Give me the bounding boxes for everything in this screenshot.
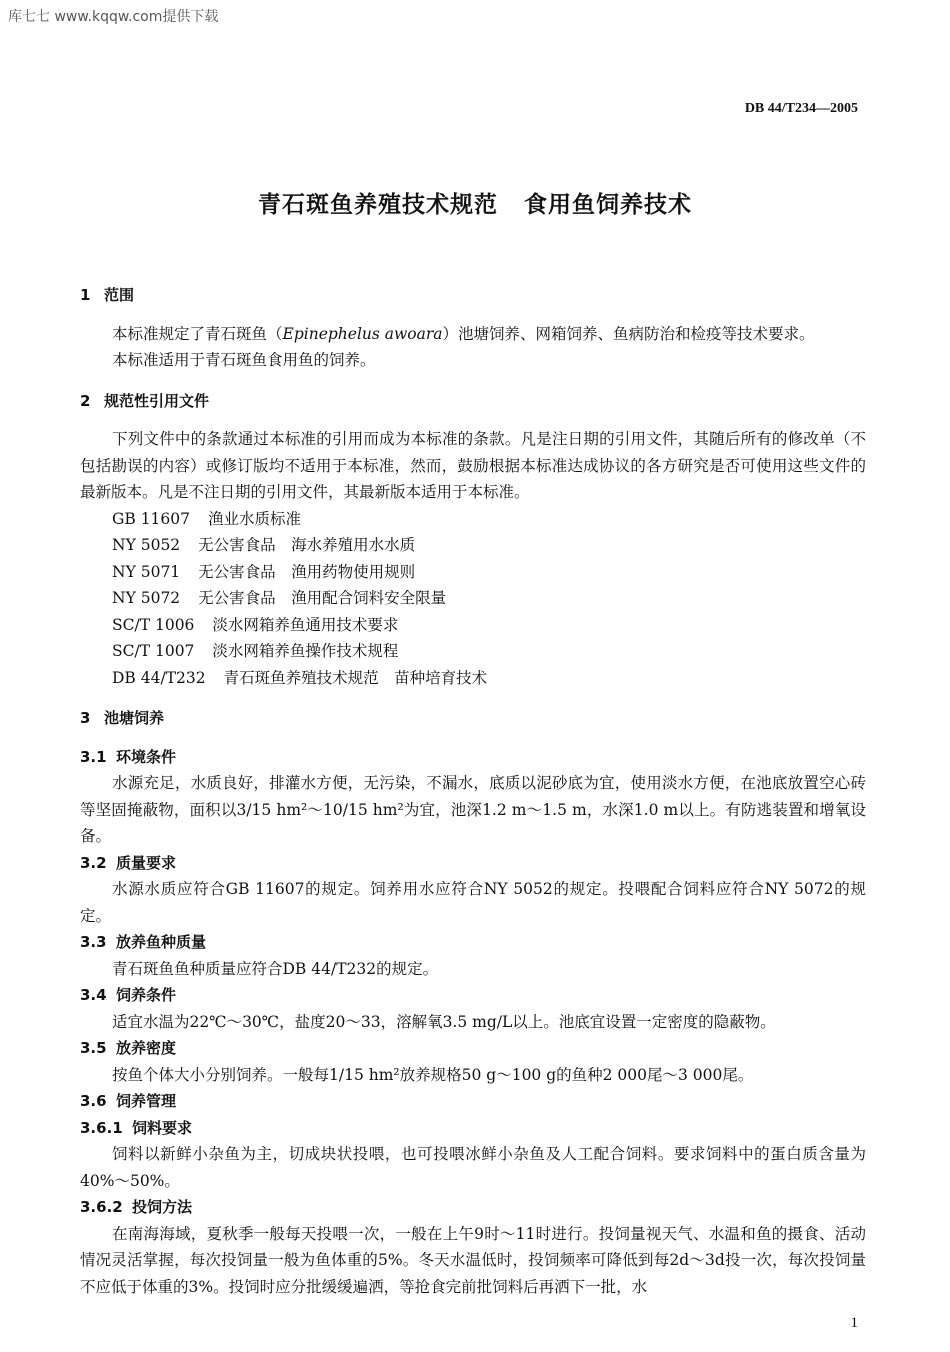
title-part-1: 青石斑鱼养殖技术规范 bbox=[258, 192, 498, 218]
subsection-number: 3.6 bbox=[80, 1092, 107, 1110]
fingerling-quality-paragraph: 青石斑鱼鱼种质量应符合DB 44/T232的规定。 bbox=[112, 959, 439, 978]
section-3-heading bbox=[80, 705, 866, 732]
scope-paragraph-1 bbox=[80, 321, 866, 348]
reference-code: SC/T 1007 bbox=[112, 642, 195, 660]
section-2-heading bbox=[80, 388, 866, 415]
subsection-number: 3.3 bbox=[80, 933, 107, 951]
scope-text-a: 本标准规定了青石斑鱼（ bbox=[112, 324, 283, 343]
reference-title: 淡水网箱养鱼操作技术规程 bbox=[212, 642, 399, 660]
environment-paragraph: 水源充足，水质良好，排灌水方便，无污染，不漏水，底质以泥砂底为宜，使用淡水方便，在池底放置空心砖等坚固掩蔽物，面积以3/15 hm²～10/15 hm²为宜，池深1.2 m～1.5 m，水深1.0 m以上。有防逃装置和增氧设备。 bbox=[80, 774, 866, 845]
reference-item bbox=[112, 559, 866, 586]
page-title bbox=[0, 186, 950, 219]
title-part-2: 食用鱼饲养技术 bbox=[524, 192, 692, 218]
document-body bbox=[80, 282, 866, 1300]
standard-code: DB 44/T234—2005 bbox=[744, 101, 858, 116]
subsection-number: 3.4 bbox=[80, 986, 107, 1004]
subsection-number: 3.1 bbox=[80, 747, 107, 766]
scope-text-b: ）池塘饲养、网箱饲养、鱼病防治和检疫等技术要求。 bbox=[442, 324, 815, 343]
subsection-title: 饲养条件 bbox=[116, 986, 177, 1004]
watermark-text: 库七七 www.kqqw.com提供下载 bbox=[8, 9, 219, 25]
reference-title: 青石斑鱼养殖技术规范 苗种培育技术 bbox=[223, 668, 488, 687]
section-title: 范围 bbox=[104, 286, 135, 304]
reference-title: 无公害食品 渔用配合饲料安全限量 bbox=[198, 589, 447, 607]
subsection-number: 3.5 bbox=[80, 1039, 107, 1057]
rearing-conditions-paragraph: 适宜水温为22℃～30℃，盐度20～33，溶解氧3.5 mg/L以上。池底宜设置一定密度的隐蔽物。 bbox=[112, 1012, 776, 1031]
reference-code: DB 44/T232 bbox=[112, 668, 206, 687]
reference-code: SC/T 1006 bbox=[112, 615, 195, 634]
subsection-title: 饲料要求 bbox=[132, 1118, 193, 1137]
subsection-title: 投饲方法 bbox=[132, 1198, 193, 1216]
subsection-number: 3.6.2 bbox=[80, 1198, 123, 1216]
reference-title: 渔业水质标准 bbox=[208, 509, 302, 528]
subsection-3-2-heading bbox=[80, 850, 866, 877]
subsection-3-3-heading bbox=[80, 929, 866, 956]
feeding-method-paragraph: 在南海海域，夏秋季一般每天投喂一次，一般在上午9时～11时进行。投饲量视天气、水温和鱼的摄食、活动情况灵活掌握，每次投饲量一般为鱼体重的5%。冬天水温低时，投饲频率可降低到每2d～3d投一次，每次投饲量不应低于体重的3%。投饲时应分批缓缓遍洒，等抢食完前批饲料后再洒下一批，水 bbox=[80, 1224, 866, 1296]
reference-item bbox=[112, 585, 866, 612]
quality-paragraph: 水源水质应符合GB 11607的规定。饲养用水应符合NY 5052的规定。投喂配合饲料应符合NY 5072的规定。 bbox=[80, 880, 866, 925]
reference-item bbox=[112, 506, 866, 533]
subsection-title: 环境条件 bbox=[116, 747, 177, 766]
subsection-title: 饲养管理 bbox=[116, 1092, 177, 1110]
reference-title: 淡水网箱养鱼通用技术要求 bbox=[212, 615, 399, 634]
latin-name: Epinephelus awoara bbox=[282, 324, 443, 343]
reference-item bbox=[112, 665, 866, 692]
reference-title: 无公害食品 海水养殖用水水质 bbox=[198, 536, 416, 554]
section-number: 2 bbox=[80, 391, 91, 410]
subsection-3-4-heading bbox=[80, 982, 866, 1009]
reference-code: NY 5072 bbox=[112, 589, 181, 607]
subsection-3-5-heading bbox=[80, 1035, 866, 1062]
subsection-title: 放养密度 bbox=[116, 1039, 177, 1057]
subsection-3-6-1-heading bbox=[80, 1115, 866, 1142]
subsection-3-1-heading bbox=[80, 744, 866, 771]
section-number: 1 bbox=[80, 286, 91, 304]
stocking-density-paragraph: 按鱼个体大小分别饲养。一般每1/15 hm²放养规格50 g～100 g的鱼种2 000尾～3 000尾。 bbox=[112, 1065, 754, 1084]
reference-code: NY 5071 bbox=[112, 562, 181, 581]
reference-item bbox=[112, 532, 866, 559]
subsection-title: 质量要求 bbox=[116, 853, 177, 872]
reference-code: NY 5052 bbox=[112, 536, 181, 554]
reference-code: GB 11607 bbox=[112, 509, 191, 528]
scope-paragraph-2: 本标准适用于青石斑鱼食用鱼的饲养。 bbox=[112, 351, 376, 369]
reference-item bbox=[112, 638, 866, 665]
references-paragraph: 下列文件中的条款通过本标准的引用而成为本标准的条款。凡是注日期的引用文件，其随后所有的修改单（不包括勘误的内容）或修订版均不适用于本标准，然而，鼓励根据本标准达成协议的各方研究是否可使用这些文件的最新版本。凡是不注日期的引用文件，其最新版本适用于本标准。 bbox=[80, 430, 866, 501]
section-title: 池塘饲养 bbox=[104, 709, 165, 727]
section-1-heading bbox=[80, 282, 866, 309]
reference-list bbox=[80, 506, 866, 692]
section-title: 规范性引用文件 bbox=[104, 391, 210, 410]
reference-item bbox=[112, 612, 866, 639]
feed-requirements-paragraph: 饲料以新鲜小杂鱼为主，切成块状投喂，也可投喂冰鲜小杂鱼及人工配合饲料。要求饲料中的蛋白质含量为40%～50%。 bbox=[80, 1145, 866, 1190]
subsection-3-6-heading bbox=[80, 1088, 866, 1115]
page-number: 1 bbox=[850, 1315, 858, 1331]
subsection-number: 3.2 bbox=[80, 853, 107, 872]
subsection-3-6-2-heading bbox=[80, 1194, 866, 1221]
reference-title: 无公害食品 渔用药物使用规则 bbox=[198, 562, 416, 581]
subsection-number: 3.6.1 bbox=[80, 1118, 123, 1137]
subsection-title: 放养鱼种质量 bbox=[116, 933, 207, 951]
section-number: 3 bbox=[80, 709, 91, 727]
